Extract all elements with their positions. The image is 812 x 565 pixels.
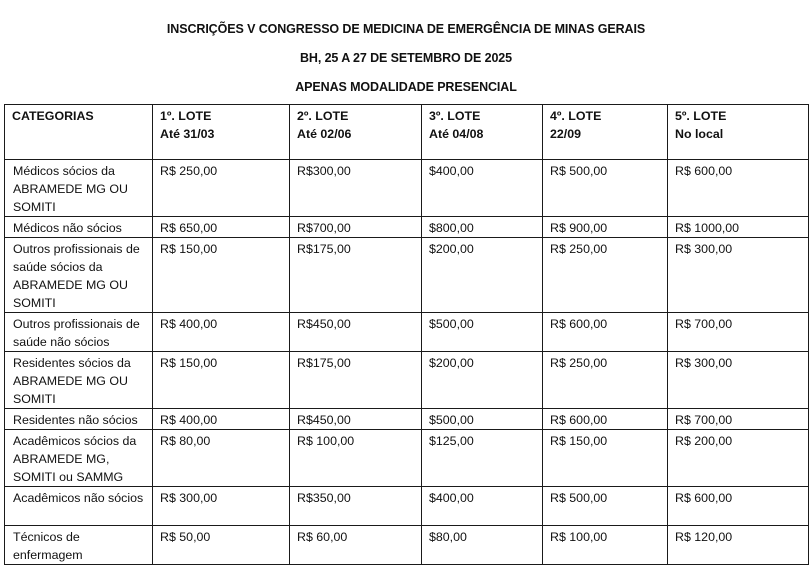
header-lote-2 — [290, 105, 422, 160]
price-cell-lote-5: R$ 120,00 — [668, 526, 809, 565]
price-cell-lote-1: R$ 250,00 — [153, 160, 290, 217]
pricing-table — [4, 104, 809, 565]
price-cell-lote-5: R$ 300,00 — [668, 352, 809, 409]
header-label: CATEGORIAS — [12, 109, 94, 123]
price-cell-lote-1: R$ 150,00 — [153, 352, 290, 409]
price-cell-lote-2: R$450,00 — [290, 313, 422, 352]
price-cell-lote-5: R$ 700,00 — [668, 313, 809, 352]
price-cell-lote-2: R$ 60,00 — [290, 526, 422, 565]
price-cell-lote-2: R$300,00 — [290, 160, 422, 217]
price-cell-lote-2: R$450,00 — [290, 409, 422, 430]
price-cell-lote-1: R$ 150,00 — [153, 238, 290, 313]
category-cell: Residentes não sócios — [5, 409, 153, 430]
price-cell-lote-2: R$700,00 — [290, 217, 422, 238]
event-modality: APENAS MODALIDADE PRESENCIAL — [295, 80, 517, 94]
price-cell-lote-3: $400,00 — [422, 487, 543, 526]
table-row — [5, 409, 809, 430]
price-cell-lote-1: R$ 400,00 — [153, 313, 290, 352]
price-cell-lote-3: $200,00 — [422, 238, 543, 313]
table-row — [5, 217, 809, 238]
price-cell-lote-5: R$ 700,00 — [668, 409, 809, 430]
price-cell-lote-1: R$ 400,00 — [153, 409, 290, 430]
price-cell-lote-5: R$ 600,00 — [668, 160, 809, 217]
category-cell: Técnicos de enfermagem — [5, 526, 153, 565]
price-cell-lote-5: R$ 200,00 — [668, 430, 809, 487]
price-cell-lote-5: R$ 600,00 — [668, 487, 809, 526]
header-label: 5º. LOTE — [675, 109, 727, 123]
header-deadline: No local — [675, 127, 724, 141]
price-cell-lote-4: R$ 150,00 — [543, 430, 668, 487]
price-cell-lote-3: $500,00 — [422, 313, 543, 352]
header-deadline: Até 31/03 — [160, 127, 215, 141]
header-categorias — [5, 105, 153, 160]
price-cell-lote-1: R$ 650,00 — [153, 217, 290, 238]
category-cell: Médicos não sócios — [5, 217, 153, 238]
category-cell: Médicos sócios da ABRAMEDE MG OU SOMITI — [5, 160, 153, 217]
header-deadline: Até 04/08 — [429, 127, 484, 141]
price-cell-lote-5: R$ 1000,00 — [668, 217, 809, 238]
header-label: 4º. LOTE — [550, 109, 602, 123]
price-cell-lote-4: R$ 500,00 — [543, 487, 668, 526]
price-cell-lote-2: R$175,00 — [290, 352, 422, 409]
table-row — [5, 238, 809, 313]
table-row — [5, 352, 809, 409]
price-cell-lote-5: R$ 300,00 — [668, 238, 809, 313]
price-cell-lote-3: $125,00 — [422, 430, 543, 487]
price-cell-lote-4: R$ 500,00 — [543, 160, 668, 217]
header-lote-3 — [422, 105, 543, 160]
price-cell-lote-3: $200,00 — [422, 352, 543, 409]
event-dates: BH, 25 A 27 DE SETEMBRO DE 2025 — [299, 51, 513, 65]
price-cell-lote-4: R$ 600,00 — [543, 313, 668, 352]
price-cell-lote-4: R$ 100,00 — [543, 526, 668, 565]
header-label: 2º. LOTE — [297, 109, 349, 123]
category-cell: Acadêmicos sócios da ABRAMEDE MG, SOMITI ou SAMMG — [5, 430, 153, 487]
price-cell-lote-3: $500,00 — [422, 409, 543, 430]
header-label: 3º. LOTE — [429, 109, 481, 123]
table-row — [5, 160, 809, 217]
table-row — [5, 526, 809, 565]
price-cell-lote-2: R$175,00 — [290, 238, 422, 313]
table-row — [5, 313, 809, 352]
header-lote-5 — [668, 105, 809, 160]
header-label: 1º. LOTE — [160, 109, 212, 123]
table-row — [5, 430, 809, 487]
price-cell-lote-2: R$350,00 — [290, 487, 422, 526]
price-cell-lote-4: R$ 600,00 — [543, 409, 668, 430]
category-cell: Acadêmicos não sócios — [5, 487, 153, 526]
price-cell-lote-2: R$ 100,00 — [290, 430, 422, 487]
category-cell: Residentes sócios da ABRAMEDE MG OU SOMITI — [5, 352, 153, 409]
price-cell-lote-1: R$ 80,00 — [153, 430, 290, 487]
category-cell: Outros profissionais de saúde não sócios — [5, 313, 153, 352]
header-lote-1 — [153, 105, 290, 160]
table-header-row — [5, 105, 809, 160]
table-row — [5, 487, 809, 526]
document-title: INSCRIÇÕES V CONGRESSO DE MEDICINA DE EMERGÊNCIA DE MINAS GERAIS — [166, 22, 646, 36]
header-lote-4 — [543, 105, 668, 160]
price-cell-lote-4: R$ 900,00 — [543, 217, 668, 238]
header-deadline: 22/09 — [550, 127, 582, 141]
header-deadline: Até 02/06 — [297, 127, 352, 141]
category-cell: Outros profissionais de saúde sócios da ABRAMEDE MG OU SOMITI — [5, 238, 153, 313]
price-cell-lote-3: $400,00 — [422, 160, 543, 217]
price-cell-lote-4: R$ 250,00 — [543, 352, 668, 409]
price-cell-lote-3: $800,00 — [422, 217, 543, 238]
price-cell-lote-1: R$ 50,00 — [153, 526, 290, 565]
price-cell-lote-1: R$ 300,00 — [153, 487, 290, 526]
price-cell-lote-4: R$ 250,00 — [543, 238, 668, 313]
price-cell-lote-3: $80,00 — [422, 526, 543, 565]
